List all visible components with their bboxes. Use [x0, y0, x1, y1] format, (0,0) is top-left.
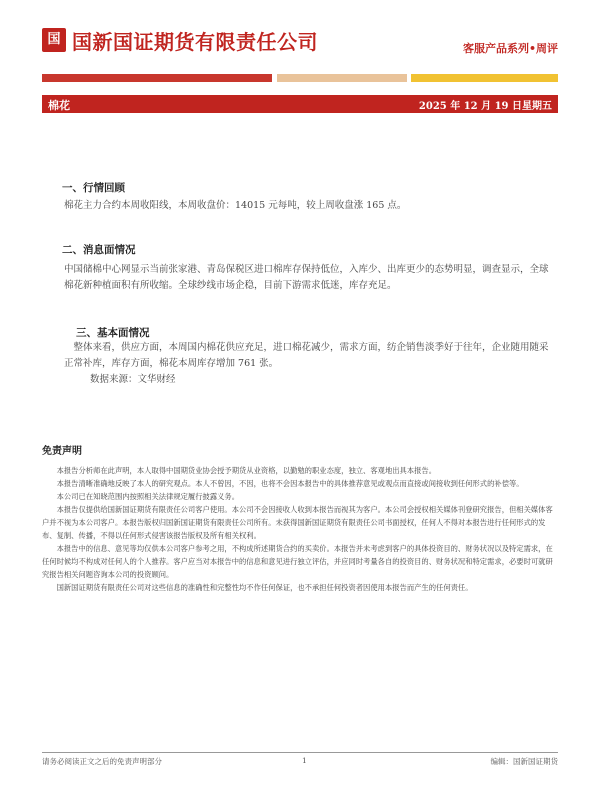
footer-editor: 编辑：国新国证期货 — [490, 757, 558, 766]
section-heading-market: 一、行情回顾 — [62, 182, 125, 194]
data-source: 数据来源：文华财经 — [90, 374, 176, 385]
disclaimer-paragraph: 国新国证期货有限责任公司对这些信息的准确性和完整性均不作任何保证，也不承担任何投资者因使用本报告而产生的任何责任。 — [56, 583, 473, 592]
footer-notice: 请务必阅读正文之后的免责声明部分 — [42, 757, 162, 766]
disclaimer-paragraph: 本报告仅提供给国新国证期货有限责任公司客户使用。本公司不会因接收人收到本报告而视其为客户。本公司会授权相关媒体刊登研究报告，但相关媒体客户并不视为本公司客户。本报告版权归国新国证期货有限责任公司所有。未获得国新国证期货有限责任公司书面授权，任何人不得对本报告进行任何形式的发布、复制、传播，不得以任何形式侵害该报告版权及所有相关权利。 — [42, 505, 553, 540]
disclaimer-paragraph: 本报告清晰准确地反映了本人的研究观点。本人不曾因，不因，也将不会因本报告中的具体推荐意见或观点而直接或间接收到任何形式的补偿等。 — [56, 479, 524, 488]
header-bar-beige — [277, 74, 407, 82]
disclaimer-title: 免责声明 — [42, 446, 82, 457]
header-bar-red — [42, 74, 272, 82]
disclaimer-paragraph: 本报告分析师在此声明，本人取得中国期货业协会授予期货从业资格，以勤勉的职业态度，独立、客观地出具本报告。 — [56, 466, 437, 475]
disclaimer-paragraph: 本公司已在知晓范围内按照相关法律规定履行披露义务。 — [56, 492, 240, 501]
section-text-fundamental: 整体来看，供应方面，本周国内棉花供应充足，进口棉花减少，需求方面，纺企销售淡季好于往年，企业随用随采正常补库，库存方面，棉花本周库存增加 761 张。 — [64, 342, 549, 369]
section-text-news: 中国储棉中心网显示当前张家港、青岛保税区进口棉库存保持低位，入库少、出库更少的态势明显，调查显示，全球棉花新种植面积有所收缩。全球纱线市场企稳，目前下游需求低迷，库存充足。 — [64, 264, 549, 291]
header-bar-yellow — [411, 74, 558, 82]
series-label: 客服产品系列•周评 — [462, 42, 558, 55]
section-heading-fundamental: 三、基本面情况 — [76, 327, 150, 339]
title-bar — [42, 95, 558, 113]
footer-divider — [42, 752, 558, 753]
page-number: 1 — [302, 756, 307, 765]
header-color-bar — [42, 74, 558, 82]
disclaimer-body — [42, 464, 558, 594]
product-name: 棉花 — [48, 99, 70, 112]
disclaimer-paragraph: 本报告中的信息、意见等均仅供本公司客户参考之用，不构成所述期货合约的买卖价。本报告并未考虑到客户的具体投资目的、财务状况以及特定需求，在任何时候均不构成对任何人的个人推荐。客户应当对本报告中的信息和意见进行独立评估，并应同时考量各自的投资目的、财务状况和特定需求，必要时可就研究报告相关问题咨询本公司的投资顾问。 — [42, 544, 553, 579]
section-heading-news: 二、消息面情况 — [62, 244, 136, 256]
section-text-market: 棉花主力合约本周收阳线，本周收盘价：14015 元每吨，较上周收盘涨 165 点。 — [64, 200, 407, 211]
company-name: 国新国证期货有限责任公司 — [72, 30, 318, 54]
report-date: 2025 年 12 月 19 日星期五 — [418, 101, 552, 112]
company-logo-icon: 国 — [42, 28, 66, 52]
